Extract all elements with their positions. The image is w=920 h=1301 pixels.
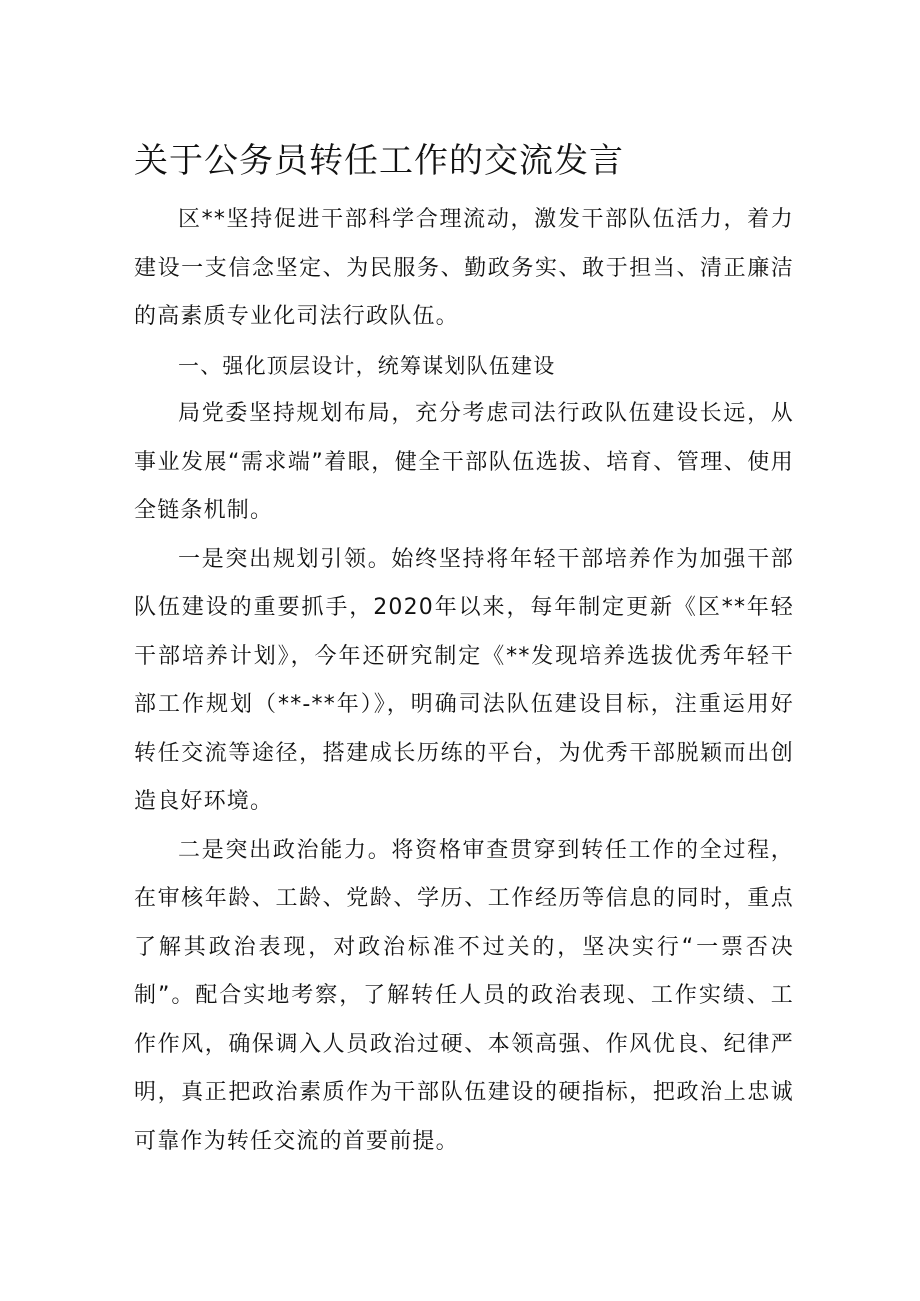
section-1-paragraph: 局党委坚持规划布局，充分考虑司法行政队伍建设长远，从事业发展“需求端”着眼，健全干部队伍选拔、培育、管理、使用全链条机制。 [134,401,794,523]
intro-paragraph: 区**坚持促进干部科学合理流动，激发干部队伍活力，着力建设一支信念坚定、为民服务、勤政务实、敢于担当、清正廉洁的高素质专业化司法行政队伍。 [134,207,794,329]
document-title: 关于公务员转任工作的交流发言 [134,141,624,181]
section-heading-1: 一、强化顶层设计，统筹谋划队伍建设 [178,353,556,378]
document-body [134,196,794,1166]
point-1-paragraph: 一是突出规划引领。始终坚持将年轻干部培养作为加强干部队伍建设的重要抓手，2020年以来，每年制定更新《区**年轻干部培养计划》，今年还研究制定《**发现培养选拔优秀年轻干部工作规划（**-**年）》，明确司法队伍建设目标，注重运用好转任交流等途径，搭建成长历练的平台，为优秀干部脱颖而出创造良好环境。 [134,546,794,814]
point-2-paragraph: 二是突出政治能力。将资格审查贯穿到转任工作的全过程，在审核年龄、工龄、党龄、学历、工作经历等信息的同时，重点了解其政治表现，对政治标准不过关的，坚决实行“一票否决制”。配合实地考察，了解转任人员的政治表现、工作实绩、工作作风，确保调入人员政治过硬、本领高强、作风优良、纪律严明，真正把政治素质作为干部队伍建设的硬指标，把政治上忠诚可靠作为转任交流的首要前提。 [134,837,794,1154]
